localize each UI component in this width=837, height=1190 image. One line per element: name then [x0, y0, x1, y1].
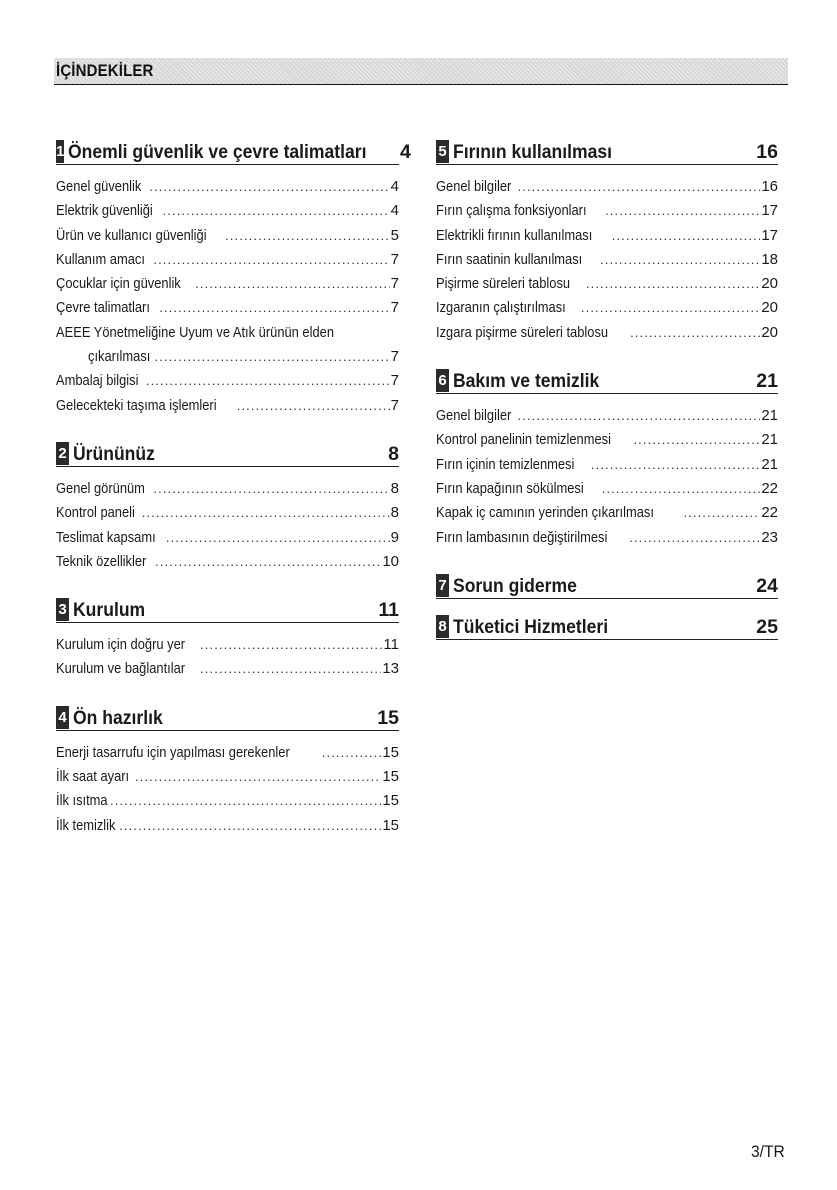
toc-entry[interactable] [56, 550, 399, 574]
dot-leader [602, 477, 761, 501]
dot-leader [166, 526, 390, 550]
entry-page-number: 15 [382, 816, 399, 834]
dot-leader [153, 477, 389, 501]
toc-section-1 [56, 136, 411, 418]
entry-text: Izgara pişirme süreleri tablosu [436, 323, 609, 341]
section-number-badge: 1 [56, 140, 64, 163]
entry-text: Kontrol paneli [56, 504, 135, 522]
entry-text: Enerji tasarrufu için yapılması gerekenler [56, 743, 290, 761]
entry-text: çıkarılması [88, 348, 151, 366]
entry-text: Pişirme süreleri tablosu [436, 275, 571, 293]
dot-leader [586, 272, 760, 296]
entry-page-number: 15 [382, 768, 399, 786]
toc-entry[interactable] [436, 526, 778, 550]
dot-leader [581, 296, 760, 320]
toc-entry[interactable] [436, 272, 778, 296]
entry-page-number: 4 [390, 178, 399, 195]
entry-page-number: 8 [390, 479, 399, 497]
entry-text: Çevre talimatları [56, 299, 150, 317]
entry-text: Kapak iç camının yerinden çıkarılması [436, 504, 654, 522]
toc-section-7 [436, 570, 778, 599]
entry-text: Ambalaj bilgisi [56, 372, 139, 390]
toc-header-bar [54, 58, 788, 85]
toc-entry[interactable] [436, 224, 778, 248]
entry-page-number: 17 [761, 226, 778, 244]
section-page-number: 16 [756, 141, 778, 163]
entry-text: Genel bilgiler [436, 178, 512, 195]
entry-page-number: 20 [761, 299, 778, 317]
dot-leader [237, 394, 390, 418]
section-number-badge: 6 [436, 369, 449, 392]
toc-entry[interactable] [436, 453, 778, 477]
section-title: Fırının kullanılması [453, 141, 612, 163]
toc-entry[interactable] [56, 272, 399, 296]
toc-entry[interactable] [56, 224, 399, 248]
toc-entry[interactable] [56, 369, 399, 393]
entry-page-number: 7 [390, 299, 399, 317]
toc-section-2 [56, 438, 399, 574]
toc-entry[interactable] [56, 526, 399, 550]
entry-text: Elektrik güvenliği [56, 202, 153, 220]
entry-page-number: 22 [761, 504, 778, 522]
dot-leader [633, 428, 760, 452]
toc-section-4 [56, 702, 399, 838]
dot-leader [195, 272, 390, 296]
entry-page-number: 4 [390, 202, 399, 220]
toc-entry[interactable] [56, 789, 399, 813]
dot-leader [200, 633, 382, 657]
toc-section-6 [436, 365, 778, 550]
entry-text: Elektrikli fırının kullanılması [436, 226, 593, 244]
entry-text: Teknik özellikler [56, 552, 147, 570]
toc-entry[interactable] [436, 321, 778, 345]
entry-text: Kurulum ve bağlantılar [56, 660, 186, 678]
toc-entry[interactable] [436, 296, 778, 320]
section-heading[interactable] [56, 702, 399, 731]
entry-page-number: 15 [382, 792, 399, 810]
entry-page-number: 7 [390, 348, 399, 366]
entry-page-number: 9 [390, 528, 399, 546]
entry-text: İlk ısıtma [56, 792, 108, 810]
section-title: Sorun giderme [453, 574, 577, 597]
section-title: Ön hazırlık [73, 706, 163, 729]
section-number-badge: 2 [56, 442, 69, 465]
entry-page-number: 15 [382, 743, 399, 761]
dot-leader [149, 175, 389, 199]
section-heading[interactable] [56, 594, 399, 623]
entry-text: Fırın lambasının değiştirilmesi [436, 528, 608, 546]
dot-leader [630, 321, 760, 345]
entry-text: Ürün ve kullanıcı güvenliği [56, 226, 207, 244]
entry-text: Genel görünüm [56, 479, 145, 497]
dot-leader [518, 175, 761, 199]
entry-text: Fırın içinin temizlenmesi [436, 455, 575, 473]
entry-text: Fırın kapağının sökülmesi [436, 479, 584, 497]
dot-leader [159, 296, 389, 320]
section-heading[interactable] [436, 365, 778, 394]
section-page-number: 11 [378, 599, 399, 622]
toc-entry[interactable] [436, 199, 778, 223]
entry-text: Genel bilgiler [436, 407, 512, 425]
toc-entry[interactable] [56, 296, 399, 320]
section-page-number: 8 [388, 442, 399, 465]
toc-entry-continuation[interactable] [56, 345, 399, 369]
dot-leader [135, 765, 381, 789]
entry-text: Teslimat kapsamı [56, 528, 156, 546]
toc-entry[interactable] [436, 248, 778, 272]
toc-entry[interactable] [56, 477, 399, 501]
dot-leader [119, 814, 381, 838]
toc-entry[interactable] [436, 477, 778, 501]
entry-text: Izgaranın çalıştırılması [436, 299, 566, 317]
entry-page-number: 21 [761, 455, 778, 473]
toc-entry[interactable] [436, 501, 778, 525]
dot-leader [605, 199, 760, 223]
dot-leader [612, 224, 761, 248]
entry-page-number: 18 [761, 250, 778, 268]
entry-page-number: 20 [761, 323, 778, 341]
toc-left-column [56, 136, 411, 858]
entry-text: Kullanım amacı [56, 250, 145, 268]
dot-leader [200, 657, 381, 681]
section-title: Önemli güvenlik ve çevre talimatları [68, 141, 367, 163]
entry-text: Kontrol panelinin temizlenmesi [436, 431, 611, 449]
entry-page-number: 13 [382, 660, 399, 678]
section-heading[interactable] [436, 570, 778, 599]
section-number-badge: 5 [436, 140, 449, 163]
toc-right-column [436, 136, 778, 652]
entry-text: AEEE Yönetmeliğine Uyum ve Atık ürünün elden [56, 323, 334, 341]
toc-entry[interactable] [56, 741, 399, 765]
dot-leader [163, 199, 390, 223]
toc-section-3 [56, 594, 399, 682]
entry-page-number: 22 [761, 479, 778, 497]
entry-page-number: 10 [382, 552, 399, 570]
entry-page-number: 21 [761, 407, 778, 425]
entry-page-number: 5 [390, 226, 399, 244]
toc-entry[interactable] [56, 657, 399, 681]
entry-page-number: 20 [761, 275, 778, 293]
toc-entry[interactable] [56, 765, 399, 789]
dot-leader [155, 550, 381, 574]
dot-leader [146, 369, 390, 393]
section-heading[interactable] [56, 438, 399, 467]
dot-leader [629, 526, 760, 550]
entry-page-number: 7 [390, 372, 399, 390]
entry-page-number: 7 [390, 250, 399, 268]
toc-entry[interactable] [56, 633, 399, 657]
entry-page-number: 16 [761, 178, 778, 195]
toc-entry[interactable] [56, 248, 399, 272]
dot-leader [683, 501, 760, 525]
section-heading[interactable] [436, 611, 778, 640]
toc-entry[interactable] [56, 501, 399, 525]
entry-text: Fırın çalışma fonksiyonları [436, 202, 587, 220]
dot-leader [153, 248, 389, 272]
entry-text: Kurulum için doğru yer [56, 636, 186, 654]
toc-section-8 [436, 611, 778, 640]
entry-text: Fırın saatinin kullanılması [436, 250, 583, 268]
section-page-number: 4 [400, 141, 411, 163]
toc-entry[interactable] [56, 814, 399, 838]
dot-leader [600, 248, 760, 272]
dot-leader [110, 789, 381, 813]
section-page-number: 25 [756, 615, 778, 638]
section-page-number: 24 [756, 574, 778, 597]
dot-leader [518, 404, 761, 428]
toc-entry[interactable] [56, 321, 399, 345]
section-heading[interactable] [56, 136, 411, 165]
section-heading[interactable] [436, 136, 778, 165]
section-number-badge: 3 [56, 598, 69, 621]
section-number-badge: 7 [436, 574, 449, 597]
toc-entry[interactable] [56, 394, 399, 418]
toc-entry[interactable] [56, 199, 399, 223]
entry-text: İlk temizlik [56, 816, 116, 834]
toc-entry[interactable] [436, 175, 778, 199]
page-number: 3/TR [751, 1142, 785, 1161]
page-title: İÇİNDEKİLER [56, 61, 154, 80]
entry-page-number: 7 [390, 275, 399, 293]
dot-leader [591, 453, 760, 477]
entry-text: Gelecekteki taşıma işlemleri [56, 396, 217, 414]
entry-page-number: 23 [761, 528, 778, 546]
section-title: Tüketici Hizmetleri [453, 615, 609, 638]
section-number-badge: 4 [56, 706, 69, 729]
entry-text: İlk saat ayarı [56, 768, 130, 786]
section-number-badge: 8 [436, 615, 449, 638]
entry-page-number: 8 [390, 504, 399, 522]
section-page-number: 15 [377, 706, 399, 729]
dot-leader [225, 224, 390, 248]
entry-page-number: 11 [383, 636, 399, 654]
toc-entry[interactable] [436, 428, 778, 452]
entry-text: Genel güvenlik [56, 178, 142, 195]
dot-leader [142, 501, 390, 525]
section-title: Kurulum [73, 599, 146, 622]
entry-text: Çocuklar için güvenlik [56, 275, 181, 293]
entry-page-number: 21 [761, 431, 778, 449]
dot-leader [155, 345, 390, 369]
toc-section-5 [436, 136, 778, 345]
dot-leader [322, 741, 382, 765]
section-title: Bakım ve temizlik [453, 370, 600, 393]
entry-page-number: 17 [761, 202, 778, 220]
entry-page-number: 7 [390, 396, 399, 414]
section-title: Ürününüz [73, 442, 155, 465]
toc-entry[interactable] [436, 404, 778, 428]
section-page-number: 21 [756, 370, 778, 393]
toc-entry[interactable] [56, 175, 399, 199]
